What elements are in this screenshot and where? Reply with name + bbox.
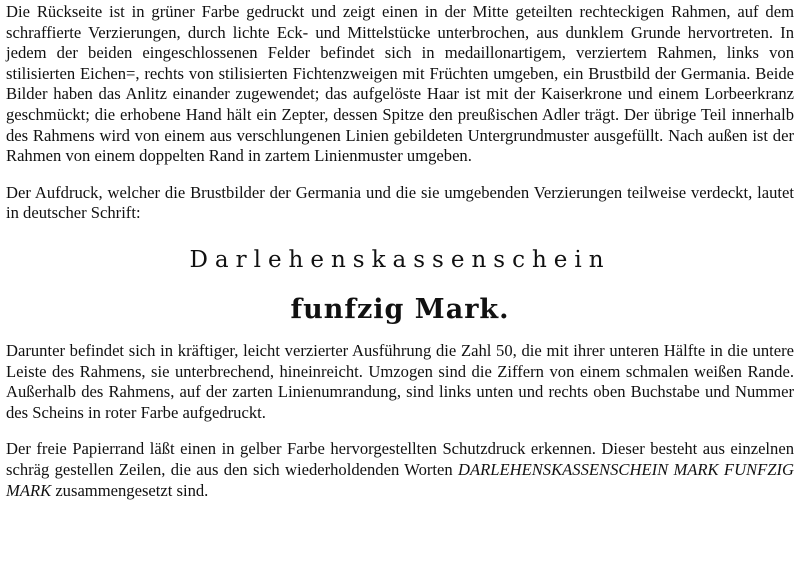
paragraph-number-fifty: Darunter befindet sich in kräftiger, leicht verzierter Ausführung die Zahl 50, die mit ihrer unteren Hälfte in die untere Leiste des Rahmens, sie unterbrechend, hineinreicht. Umzogen sind die Ziffern von einem schmalen weißen Rande. Außerhalb des Rahmens, auf der zarten Linienumrandung, sind links unten und rechts oben Buchstabe und Nummer des Scheins in roter Farbe aufgedruckt. <box>6 340 794 422</box>
paragraph-4-text: Der freie Papierrand läßt einen in gelber Farbe hervorgestellten Schutzdruck erkennen. Dieser besteht aus einzelnen schräg gestellen Zeilen, die aus den sich wiederholdenden Worten <box>6 439 794 479</box>
document-page <box>6 2 794 501</box>
paragraph-4-end: zusammengesetzt sind. <box>51 480 209 500</box>
paragraph-overprint-intro: Der Aufdruck, welcher die Brustbilder der Germania und die sie umgebenden Verzierungen teilweise verdeckt, lautet in deutscher Schrift: <box>6 182 794 223</box>
paragraph-protective-print <box>6 439 794 501</box>
fraktur-heading-darlehenskassenschein: Darlehenskassenschein <box>189 246 611 273</box>
fraktur-heading-funfzig-mark: funfzig Mark. <box>290 293 510 325</box>
paragraph-4-italic-words: DARLEHENSKASSENSCHEIN MARK FUNFZIG MARK <box>6 459 794 500</box>
paragraph-reverse-description: Die Rückseite ist in grüner Farbe gedruckt und zeigt einen in der Mitte geteilten rechteckigen Rahmen, auf dem schraffierte Verzierungen, durch lichte Eck- und Mittelstücke unterbrochen, aus dunklem Grunde hervortreten. In jedem der beiden eingeschlossenen Felder befindet sich in medaillonartigem, verziertem Rahmen, links von stilisierten Eichen=, rechts von stilisierten Fichtenzweigen mit Früchten umgeben, ein Brustbild der Germania. Beide Bilder haben das Anlitz einander zugewendet; das aufgelöste Haar ist mit der Kaiserkrone und einem Lorbeerkranz geschmückt; die erhobene Hand hält ein Zepter, dessen Spitze den preußischen Adler trägt. Der übrige Teil innerhalb des Rahmens wird von einem aus verschlungenen Linien gebildeten Untergrundmuster ausgefüllt. Nach außen ist der Rahmen von einem doppelten Rand in zartem Linienmuster umgeben. <box>6 2 794 166</box>
